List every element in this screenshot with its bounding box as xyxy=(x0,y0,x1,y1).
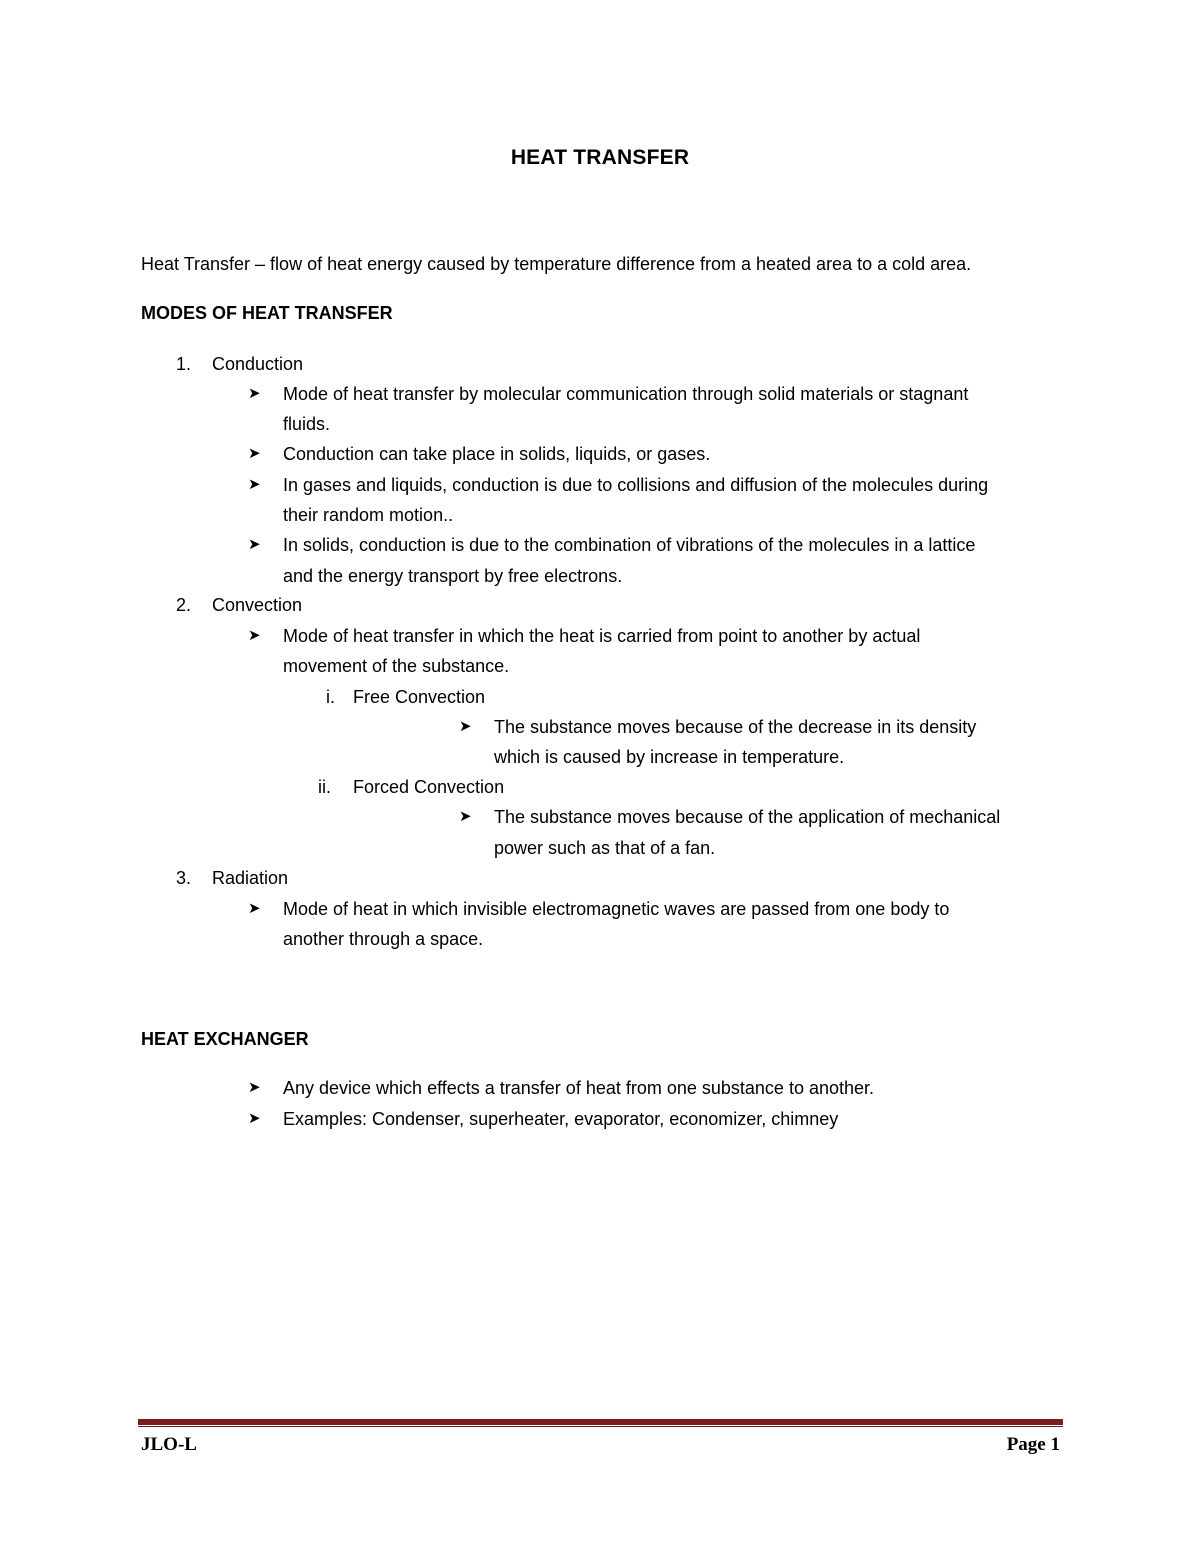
bullet-text: Examples: Condenser, superheater, evaporator, economizer, chimney xyxy=(283,1109,839,1129)
footer-page-number: Page 1 xyxy=(1006,1434,1060,1455)
footer-rule xyxy=(138,1419,1063,1425)
bullet-text: The substance moves because of the application of mechanical xyxy=(494,807,1001,827)
mode-number: 3. xyxy=(176,868,192,888)
arrowhead-bullet-icon: ➤ xyxy=(248,385,261,402)
arrowhead-bullet-icon: ➤ xyxy=(459,718,472,735)
arrowhead-bullet-icon: ➤ xyxy=(248,445,261,462)
bullet-text-cont: fluids. xyxy=(283,414,331,434)
bullet-text-cont: movement of the substance. xyxy=(283,656,510,676)
bullet-text: Mode of heat transfer by molecular communication through solid materials or stagnant xyxy=(283,384,969,404)
bullet-text: Mode of heat transfer in which the heat is carried from point to another by actual xyxy=(283,626,921,646)
arrowhead-bullet-icon: ➤ xyxy=(248,900,261,917)
sub-mode-forced-convection: Forced Convection xyxy=(353,777,505,797)
bullet-text-cont: and the energy transport by free electrons. xyxy=(283,566,623,586)
exchanger-heading: HEAT EXCHANGER xyxy=(141,1029,309,1049)
arrowhead-bullet-icon: ➤ xyxy=(248,1079,261,1096)
arrowhead-bullet-icon: ➤ xyxy=(459,808,472,825)
bullet-text: Mode of heat in which invisible electromagnetic waves are passed from one body to xyxy=(283,899,950,919)
footer-rule-thin xyxy=(138,1426,1063,1427)
sub-mode-free-convection: Free Convection xyxy=(353,687,486,707)
bullet-text-cont: which is caused by increase in temperature. xyxy=(494,747,845,767)
bullet-text: In gases and liquids, conduction is due to collisions and diffusion of the molecules during xyxy=(283,475,989,495)
mode-name-radiation: Radiation xyxy=(212,868,289,888)
arrowhead-bullet-icon: ➤ xyxy=(248,476,261,493)
definition-text: Heat Transfer – flow of heat energy caused by temperature difference from a heated area to a cold area. xyxy=(141,254,972,274)
mode-number: 2. xyxy=(176,595,192,615)
bullet-text: In solids, conduction is due to the combination of vibrations of the molecules in a lattice xyxy=(283,535,976,555)
footer-author: JLO-L xyxy=(141,1434,197,1455)
bullet-text: The substance moves because of the decrease in its density xyxy=(494,717,977,737)
bullet-text: Conduction can take place in solids, liquids, or gases. xyxy=(283,444,711,464)
mode-name-conduction: Conduction xyxy=(212,354,304,374)
bullet-text-cont: another through a space. xyxy=(283,929,484,949)
sub-mode-number: ii. xyxy=(318,777,331,797)
mode-number: 1. xyxy=(176,354,192,374)
bullet-text: Any device which effects a transfer of heat from one substance to another. xyxy=(283,1078,875,1098)
arrowhead-bullet-icon: ➤ xyxy=(248,627,261,644)
bullet-text-cont: power such as that of a fan. xyxy=(494,838,716,858)
arrowhead-bullet-icon: ➤ xyxy=(248,1110,261,1127)
mode-name-convection: Convection xyxy=(212,595,303,615)
arrowhead-bullet-icon: ➤ xyxy=(248,536,261,553)
modes-heading: MODES OF HEAT TRANSFER xyxy=(141,303,393,323)
sub-mode-number: i. xyxy=(326,687,335,707)
bullet-text-cont: their random motion.. xyxy=(283,505,454,525)
page-title: HEAT TRANSFER xyxy=(510,146,690,169)
